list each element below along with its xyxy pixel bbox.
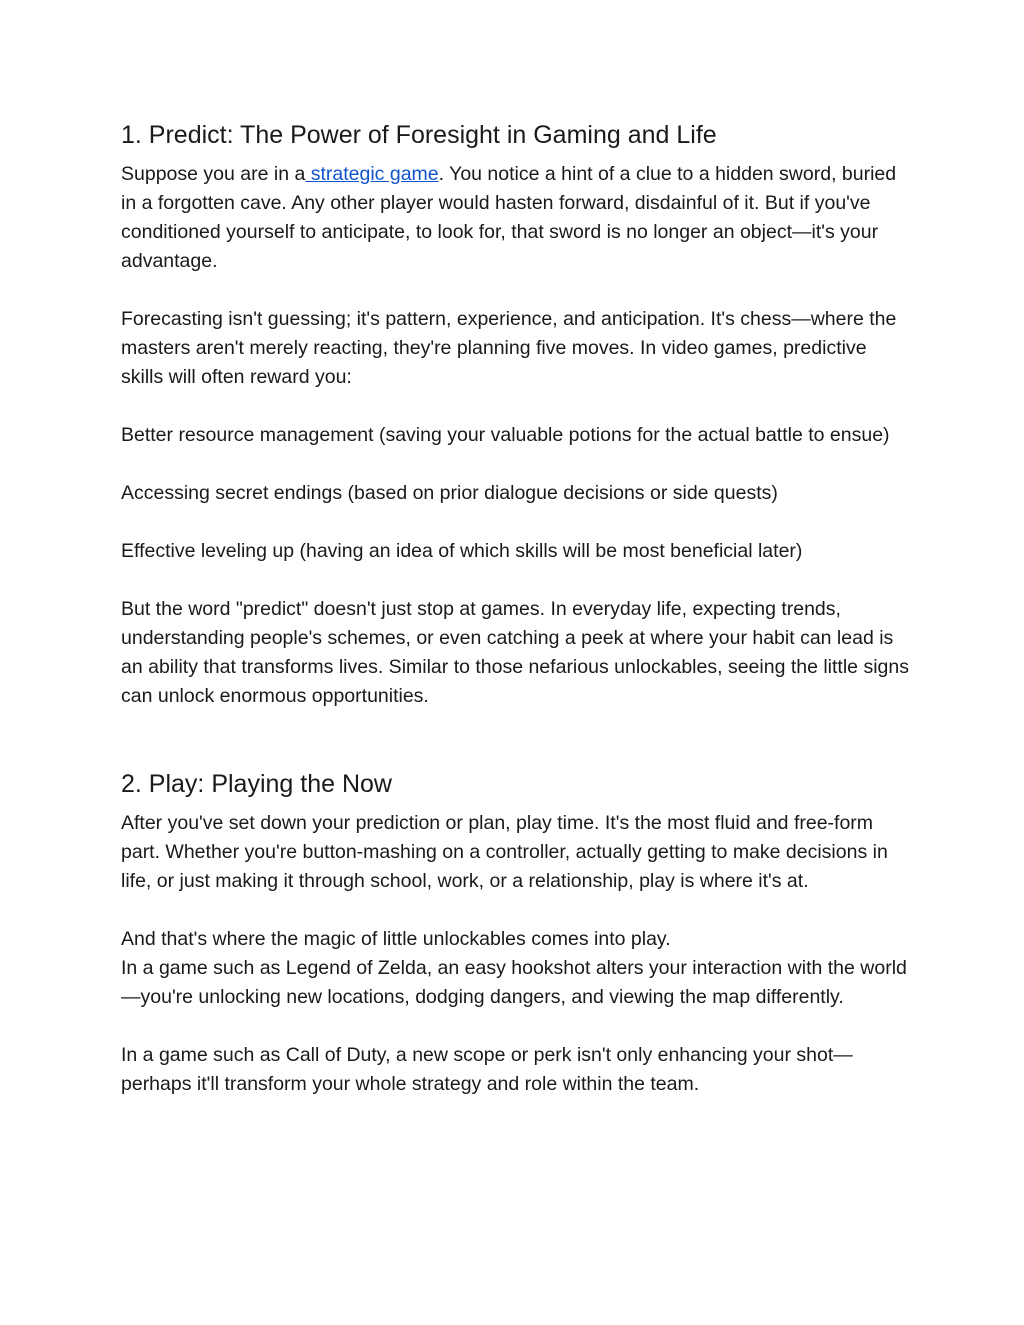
section-1-paragraph-2: Forecasting isn't guessing; it's pattern, experience, and anticipation. It's chess—where the masters aren't merely reacting, they're planning five moves. In video games, predictive skills will often reward you: bbox=[121, 308, 897, 388]
strategic-game-link[interactable]: strategic game bbox=[305, 163, 439, 185]
section-1-heading: 1. Predict: The Power of Foresight in Gaming and Life bbox=[121, 121, 717, 149]
paragraph-text: Suppose you are in a bbox=[121, 163, 306, 185]
section-1-paragraph-3: Better resource management (saving your valuable potions for the actual battle to ensue) bbox=[121, 424, 890, 446]
section-2-paragraph-3: In a game such as Legend of Zelda, an easy hookshot alters your interaction with the world—you're unlocking new locations, dodging dangers, and viewing the map differently. bbox=[121, 957, 907, 1008]
section-2-paragraph-2: And that's where the magic of little unlockables comes into play. bbox=[121, 928, 671, 950]
section-2-heading: 2. Play: Playing the Now bbox=[121, 770, 392, 798]
section-1-paragraph-6: But the word "predict" doesn't just stop at games. In everyday life, expecting trends, understanding people's schemes, or even catching a peek at where your habit can lead is an ability that transforms lives. Similar to those nefarious unlockables, seeing the little signs can unlock enormous opportunities. bbox=[121, 598, 909, 707]
section-1-paragraph-4: Accessing secret endings (based on prior dialogue decisions or side quests) bbox=[121, 482, 778, 504]
document-page bbox=[121, 118, 911, 1128]
section-1-paragraph-1 bbox=[121, 160, 911, 276]
section-2-paragraph-4: In a game such as Call of Duty, a new scope or perk isn't only enhancing your shot—perhaps it'll transform your whole strategy and role within the team. bbox=[121, 1044, 853, 1095]
paragraph-text: . You notice a hint of a clue to a hidden sword, buried in a forgotten cave. Any other player would hasten forward, disdainful of it. But if you've conditioned yourself to anticipate, to look for, that sword is no longer an object—it's your advantage. bbox=[121, 163, 897, 272]
section-1-paragraph-5: Effective leveling up (having an idea of which skills will be most beneficial later) bbox=[121, 540, 803, 562]
section-2-paragraph-1: After you've set down your prediction or plan, play time. It's the most fluid and free-form part. Whether you're button-mashing on a controller, actually getting to make decisions in life, or just making it through school, work, or a relationship, play is where it's at. bbox=[121, 812, 888, 892]
